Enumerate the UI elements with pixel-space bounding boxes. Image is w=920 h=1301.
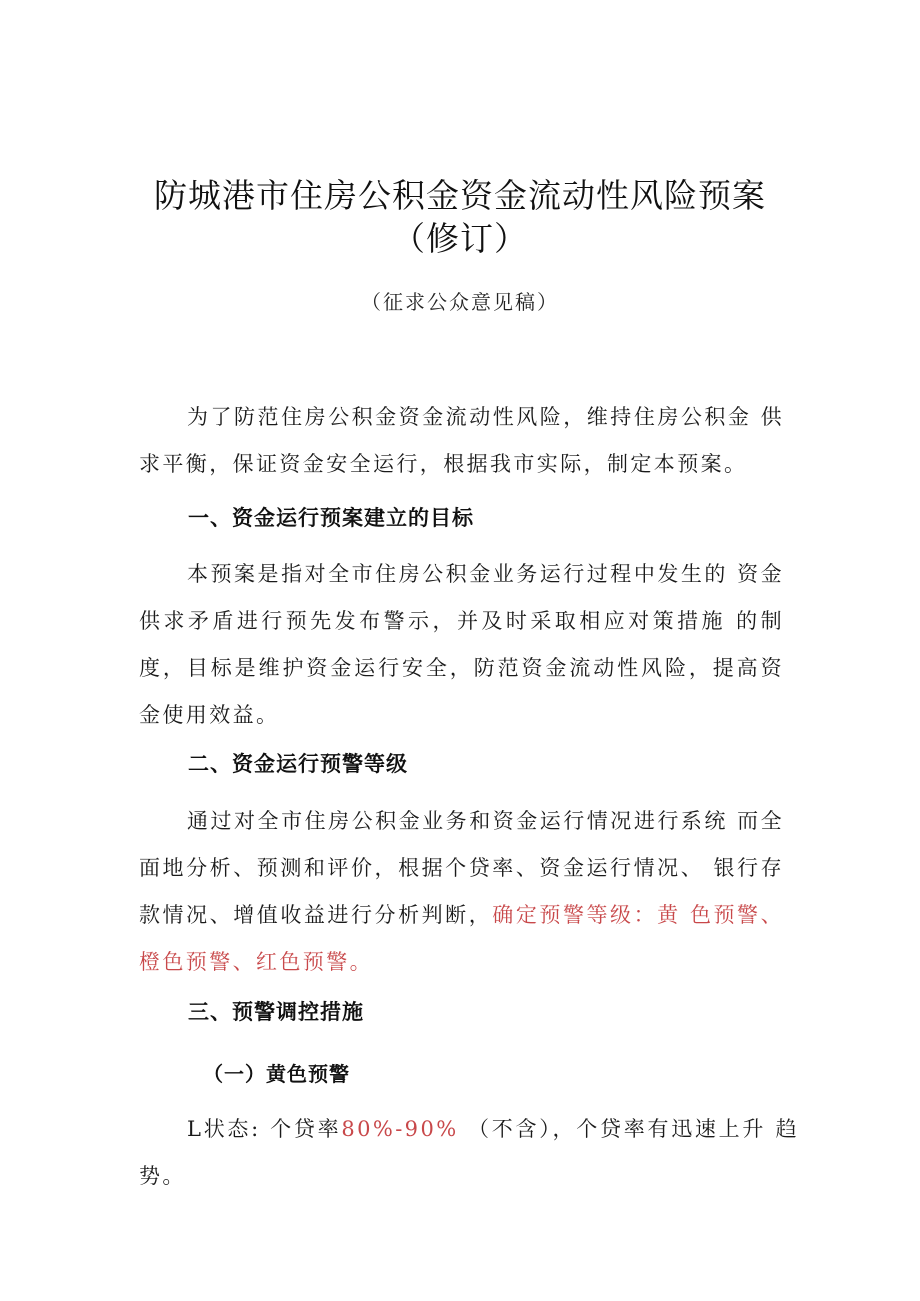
section-1-paragraph: 本预案是指对全市住房公积金业务运行过程中发生的 资金供求矛盾进行预先发布警示，并及时采取相应对策措施 的制度，目标是维护资金运行安全，防范资金流动性风险，提高资金使用效益。	[139, 562, 784, 727]
item-suffix: （不含），个贷率有迅速上升 趋势。	[139, 1117, 799, 1188]
document-title: 防城港市住房公积金资金流动性风险预案	[154, 176, 766, 215]
document-subtitle: （征求公众意见稿）	[361, 290, 559, 314]
section-2-text: 通过对全市住房公积金业务和资金运行情况进行系统 而全面地分析、预测和评价，根据个贷率、资金运行情况、 银行存款情况、增值收益进行分析判断，	[139, 809, 784, 927]
yellow-warning-heading: （一）黄色预警	[203, 1062, 350, 1086]
intro-paragraph: 为了防范住房公积金资金流动性风险，维持住房公积金 供求平衡，保证资金安全运行，根据我市实际，制定本预案。	[139, 405, 784, 476]
item-prefix: L状态: 个贷率	[187, 1117, 342, 1141]
yellow-warning-item	[139, 1106, 799, 1200]
section-2-heading: 二、资金运行预警等级	[188, 752, 408, 776]
section-1-heading: 一、资金运行预案建立的目标	[188, 506, 474, 530]
warning-levels-highlight: 确定预警等级：黄 色预警、橙色预警、红色预警。	[139, 903, 785, 974]
section-2-paragraph	[139, 798, 784, 986]
document-title-revision: （修订）	[392, 219, 528, 258]
section-3-heading: 三、预警调控措施	[188, 1000, 364, 1024]
loan-ratio-range: 80%-90%	[341, 1117, 459, 1141]
